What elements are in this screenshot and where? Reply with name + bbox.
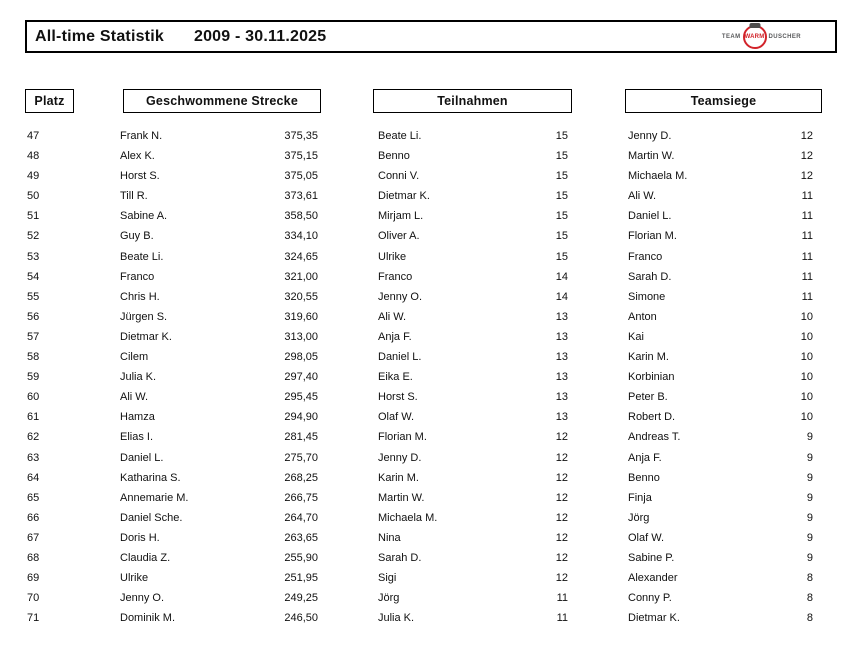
distance-value: 249,25 (284, 592, 318, 605)
teamwin-value: 8 (806, 572, 813, 585)
teamwin-value: 10 (800, 411, 813, 424)
teamwin-name: Korbinian (628, 371, 675, 384)
teamwin-name: Ali W. (628, 190, 657, 203)
distance-value: 375,15 (284, 150, 318, 163)
participation-name: Daniel L. (378, 351, 422, 364)
distance-name: Daniel Sche. (120, 511, 183, 524)
participation-name: Jenny O. (378, 290, 423, 303)
distance-name: Franco (120, 270, 155, 283)
distance-name: Sabine A. (120, 210, 168, 223)
rank-value: 54 (27, 270, 40, 283)
participation-value: 13 (555, 330, 568, 343)
teamwin-name: Florian M. (628, 230, 677, 243)
distance-name: Horst S. (120, 170, 160, 183)
participation-name: Anja F. (378, 330, 412, 343)
distance-value: 373,61 (284, 190, 318, 203)
distance-value: 313,00 (284, 330, 318, 343)
distance-name: Frank N. (120, 130, 163, 142)
rank-value: 51 (27, 210, 40, 223)
participation-value: 12 (555, 431, 568, 444)
rank-value: 59 (27, 371, 40, 384)
teamwin-name: Simone (628, 290, 666, 303)
teamwin-value: 11 (801, 190, 813, 203)
participation-value: 15 (555, 150, 568, 163)
distance-name: Beate Li. (120, 250, 164, 263)
table-row (0, 387, 848, 407)
distance-value: 319,60 (284, 310, 318, 323)
table-row (0, 347, 848, 367)
participation-value: 15 (555, 210, 568, 223)
table-row (0, 267, 848, 287)
teamwin-name: Olaf W. (628, 531, 665, 544)
distance-name: Jenny O. (120, 592, 165, 605)
table-row (0, 427, 848, 447)
distance-name: Doris H. (120, 531, 160, 544)
teamwin-value: 11 (801, 290, 813, 303)
participation-name: Sigi (378, 572, 397, 585)
table-row (0, 327, 848, 347)
teamwin-value: 10 (800, 330, 813, 343)
teamwin-value: 10 (800, 310, 813, 323)
participation-name: Beate Li. (378, 130, 422, 142)
distance-value: 266,75 (284, 491, 318, 504)
teamwin-value: 11 (801, 210, 813, 223)
participation-value: 12 (555, 531, 568, 544)
table-row (0, 568, 848, 588)
distance-value: 358,50 (284, 210, 318, 223)
distance-name: Jürgen S. (120, 310, 168, 323)
table-row (0, 287, 848, 307)
table-row (0, 186, 848, 206)
participation-name: Eika E. (378, 371, 413, 384)
table-row (0, 407, 848, 427)
participation-value: 15 (555, 170, 568, 183)
distance-value: 295,45 (284, 391, 318, 404)
title-bar (25, 20, 837, 53)
distance-value: 298,05 (284, 351, 318, 364)
teamwin-name: Jenny D. (628, 130, 672, 142)
distance-name: Elias I. (120, 431, 154, 444)
teamwin-name: Anton (628, 310, 657, 323)
participation-name: Benno (378, 150, 410, 163)
rank-value: 49 (27, 170, 40, 183)
teamwin-value: 8 (806, 592, 813, 605)
participation-value: 13 (555, 411, 568, 424)
rank-value: 67 (27, 531, 40, 544)
teamwin-name: Anja F. (628, 451, 662, 464)
teamwin-name: Robert D. (628, 411, 676, 424)
table-row (0, 468, 848, 488)
distance-name: Annemarie M. (120, 491, 189, 504)
distance-value: 255,90 (284, 551, 318, 564)
teamwin-name: Sabine P. (628, 551, 675, 564)
rank-value: 47 (27, 130, 40, 142)
participation-value: 12 (555, 572, 568, 585)
participation-value: 12 (555, 491, 568, 504)
teamwin-value: 10 (800, 371, 813, 384)
participation-value: 13 (555, 371, 568, 384)
participation-value: 15 (555, 190, 568, 203)
rank-value: 64 (27, 471, 40, 484)
participation-name: Martin W. (378, 491, 425, 504)
distance-value: 263,65 (284, 531, 318, 544)
teamwin-value: 9 (806, 451, 813, 464)
teamwin-name: Jörg (628, 511, 650, 524)
table-row (0, 146, 848, 166)
teamwin-name: Finja (628, 491, 652, 504)
logo-circle (743, 25, 767, 49)
rank-value: 62 (27, 431, 40, 444)
rank-value: 57 (27, 330, 40, 343)
participation-value: 11 (556, 592, 568, 605)
distance-name: Dietmar K. (120, 330, 172, 343)
participation-name: Sarah D. (378, 551, 422, 564)
distance-name: Alex K. (120, 150, 155, 163)
teamwin-value: 9 (806, 491, 813, 504)
rank-value: 69 (27, 572, 40, 585)
distance-name: Claudia Z. (120, 551, 171, 564)
rank-value: 70 (27, 592, 40, 605)
participation-name: Jenny D. (378, 451, 422, 464)
teamwin-value: 8 (806, 612, 813, 625)
column-header-teamsiege: Teamsiege (625, 89, 822, 113)
team-warmduscher-logo (722, 25, 801, 49)
logo-text-team: TEAM (721, 33, 741, 40)
rank-value: 65 (27, 491, 40, 504)
table-row (0, 126, 848, 146)
distance-name: Daniel L. (120, 451, 164, 464)
distance-value: 251,95 (284, 572, 318, 585)
participation-name: Karin M. (378, 471, 419, 484)
distance-value: 294,90 (284, 411, 318, 424)
rank-value: 58 (27, 351, 40, 364)
participation-value: 12 (555, 471, 568, 484)
rank-value: 66 (27, 511, 40, 524)
teamwin-value: 9 (806, 431, 813, 444)
distance-value: 268,25 (284, 471, 318, 484)
teamwin-name: Kai (628, 330, 644, 343)
column-header-geschwommene-strecke: Geschwommene Strecke (123, 89, 321, 113)
participation-value: 14 (555, 270, 568, 283)
rank-value: 48 (27, 150, 40, 163)
logo-text-duscher: DUSCHER (768, 33, 801, 40)
table-row (0, 548, 848, 568)
distance-value: 297,40 (284, 371, 318, 384)
participation-name: Dietmar K. (378, 190, 430, 203)
distance-name: Till R. (120, 190, 148, 203)
teamwin-name: Benno (628, 471, 660, 484)
teamwin-value: 12 (800, 130, 813, 142)
table-row (0, 508, 848, 528)
participation-value: 13 (555, 351, 568, 364)
stats-rows (0, 126, 848, 628)
participation-name: Michaela M. (378, 511, 438, 524)
distance-name: Chris H. (120, 290, 160, 303)
rank-value: 61 (27, 411, 40, 424)
distance-name: Guy B. (120, 230, 154, 243)
teamwin-value: 9 (806, 551, 813, 564)
table-row (0, 307, 848, 327)
teamwin-value: 10 (800, 391, 813, 404)
participation-name: Oliver A. (378, 230, 420, 243)
teamwin-value: 10 (800, 351, 813, 364)
teamwin-name: Franco (628, 250, 663, 263)
table-row (0, 448, 848, 468)
teamwin-name: Andreas T. (628, 431, 681, 444)
distance-value: 321,00 (284, 270, 318, 283)
table-row (0, 206, 848, 226)
distance-name: Ulrike (120, 572, 149, 585)
shower-head-icon (749, 23, 760, 28)
teamwin-name: Alexander (628, 572, 678, 585)
participation-name: Horst S. (378, 391, 418, 404)
teamwin-name: Peter B. (628, 391, 668, 404)
teamwin-value: 12 (800, 170, 813, 183)
participation-value: 15 (555, 230, 568, 243)
participation-name: Florian M. (378, 431, 427, 444)
participation-value: 15 (555, 130, 568, 142)
table-row (0, 247, 848, 267)
table-row (0, 588, 848, 608)
page-title: All-time Statistik (35, 27, 164, 45)
distance-value: 264,70 (284, 511, 318, 524)
participation-value: 12 (555, 511, 568, 524)
rank-value: 60 (27, 391, 40, 404)
teamwin-value: 11 (801, 250, 813, 263)
teamwin-name: Karin M. (628, 351, 669, 364)
participation-name: Franco (378, 270, 413, 283)
column-header-teilnahmen: Teilnahmen (373, 89, 572, 113)
date-range: 2009 - 30.11.2025 (193, 27, 327, 45)
distance-value: 246,50 (284, 612, 318, 625)
teamwin-value: 11 (801, 230, 813, 243)
rank-value: 53 (27, 250, 40, 263)
participation-value: 12 (555, 551, 568, 564)
rank-value: 50 (27, 190, 40, 203)
participation-name: Ali W. (378, 310, 407, 323)
participation-value: 13 (555, 391, 568, 404)
teamwin-name: Daniel L. (628, 210, 672, 223)
distance-value: 281,45 (284, 431, 318, 444)
teamwin-value: 11 (801, 270, 813, 283)
participation-name: Olaf W. (378, 411, 415, 424)
logo-text-warm: WARM (744, 33, 765, 40)
rank-value: 68 (27, 551, 40, 564)
participation-name: Julia K. (378, 612, 415, 625)
distance-name: Dominik M. (120, 612, 176, 625)
participation-value: 14 (555, 290, 568, 303)
table-row (0, 608, 848, 628)
participation-name: Nina (378, 531, 401, 544)
distance-name: Ali W. (120, 391, 149, 404)
teamwin-name: Conny P. (628, 592, 672, 605)
teamwin-value: 9 (806, 471, 813, 484)
table-row (0, 166, 848, 186)
distance-value: 320,55 (284, 290, 318, 303)
teamwin-name: Michaela M. (628, 170, 688, 183)
rank-value: 55 (27, 290, 40, 303)
table-row (0, 367, 848, 387)
participation-value: 11 (556, 612, 568, 625)
table-row (0, 528, 848, 548)
teamwin-value: 9 (806, 511, 813, 524)
teamwin-name: Martin W. (628, 150, 675, 163)
distance-value: 375,35 (284, 130, 318, 142)
distance-name: Katharina S. (120, 471, 181, 484)
column-header-platz: Platz (25, 89, 74, 113)
teamwin-name: Dietmar K. (628, 612, 680, 625)
distance-value: 334,10 (284, 230, 318, 243)
table-row (0, 488, 848, 508)
distance-name: Julia K. (120, 371, 157, 384)
participation-value: 12 (555, 451, 568, 464)
participation-name: Mirjam L. (378, 210, 424, 223)
teamwin-value: 9 (806, 531, 813, 544)
participation-name: Ulrike (378, 250, 407, 263)
participation-value: 13 (555, 310, 568, 323)
rank-value: 63 (27, 451, 40, 464)
participation-value: 15 (555, 250, 568, 263)
distance-name: Cilem (120, 351, 149, 364)
distance-name: Hamza (120, 411, 155, 424)
distance-value: 324,65 (284, 250, 318, 263)
rank-value: 56 (27, 310, 40, 323)
distance-value: 375,05 (284, 170, 318, 183)
teamwin-name: Sarah D. (628, 270, 672, 283)
teamwin-value: 12 (800, 150, 813, 163)
distance-value: 275,70 (284, 451, 318, 464)
rank-value: 52 (27, 230, 40, 243)
rank-value: 71 (27, 612, 40, 625)
participation-name: Jörg (378, 592, 400, 605)
table-row (0, 226, 848, 246)
participation-name: Conni V. (378, 170, 420, 183)
